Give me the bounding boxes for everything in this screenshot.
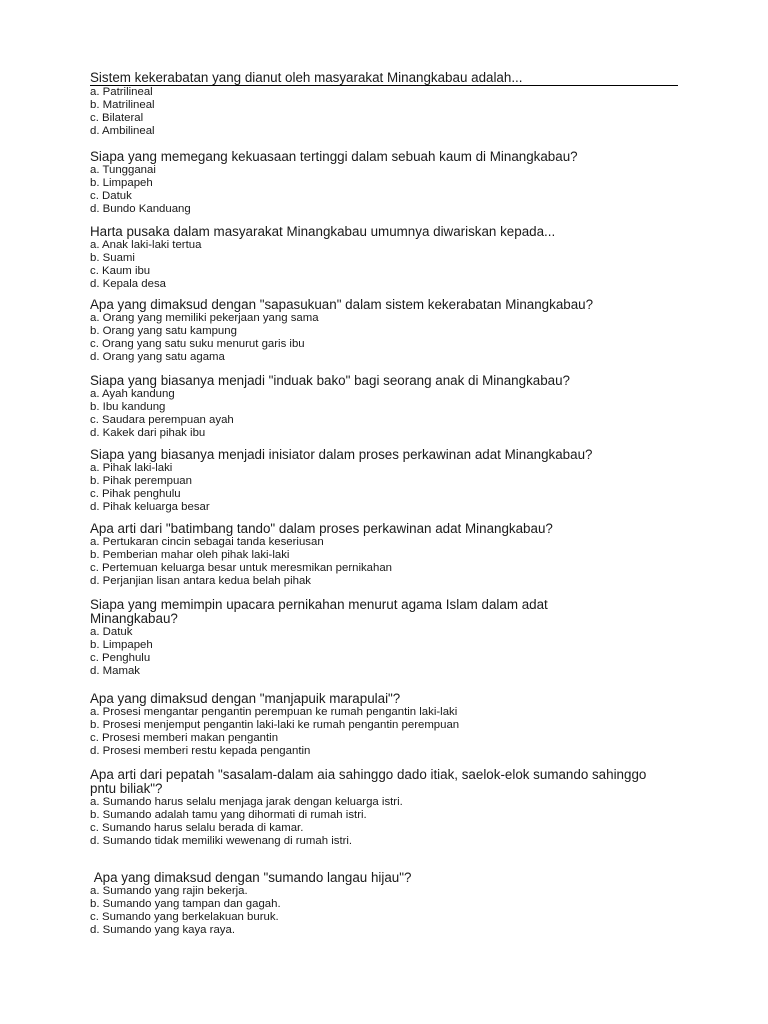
question-stem: Siapa yang biasanya menjadi inisiator dalam proses perkawinan adat Minangkabau? bbox=[90, 447, 593, 462]
option-d: d. Sumando yang kaya raya. bbox=[90, 923, 236, 936]
option-a: a. Tungganai bbox=[90, 164, 156, 176]
question-11 bbox=[90, 871, 690, 937]
question-10 bbox=[90, 768, 665, 848]
question-stem: Apa yang dimaksud dengan "sapasukuan" dalam sistem kekerabatan Minangkabau? bbox=[90, 297, 594, 312]
question-2 bbox=[90, 150, 690, 216]
option-a: a. Prosesi mengantar pengantin perempuan ke rumah pengantin laki-laki bbox=[90, 706, 458, 718]
question-8 bbox=[90, 598, 630, 678]
option-a: a. Patrilineal bbox=[90, 86, 153, 98]
option-d: d. Bundo Kanduang bbox=[90, 202, 191, 215]
option-c: c. Datuk bbox=[90, 189, 132, 202]
option-b: b. Ibu kandung bbox=[90, 400, 166, 413]
question-stem: Apa yang dimaksud dengan "manjapuik marapulai"? bbox=[90, 691, 401, 706]
option-b: b. Orang yang satu kampung bbox=[90, 324, 237, 337]
option-c: c. Prosesi memberi makan pengantin bbox=[90, 731, 279, 744]
option-d: d. Kepala desa bbox=[90, 277, 166, 290]
question-9 bbox=[90, 692, 690, 758]
question-6 bbox=[90, 448, 690, 514]
question-4 bbox=[90, 298, 690, 364]
option-b: b. Limpapeh bbox=[90, 638, 153, 651]
question-stem: Apa arti dari pepatah "sasalam-dalam aia sahinggo dado itiak, saelok-elok sumando sahinggo pntu biliak"? bbox=[90, 767, 651, 796]
option-c: c. Penghulu bbox=[90, 651, 151, 664]
question-stem: Siapa yang biasanya menjadi "induak bako" bagi seorang anak di Minangkabau? bbox=[90, 373, 571, 388]
question-1 bbox=[90, 71, 690, 138]
option-a: a. Datuk bbox=[90, 626, 133, 638]
option-d: d. Mamak bbox=[90, 664, 141, 677]
option-a: a. Pihak laki-laki bbox=[90, 462, 173, 474]
option-d: d. Orang yang satu agama bbox=[90, 350, 225, 363]
option-d: d. Ambilineal bbox=[90, 124, 155, 137]
option-c: c. Pertemuan keluarga besar untuk meresmikan pernikahan bbox=[90, 561, 393, 574]
question-7 bbox=[90, 522, 690, 588]
option-b: b. Suami bbox=[90, 251, 135, 264]
option-c: c. Sumando yang berkelakuan buruk. bbox=[90, 910, 279, 923]
question-stem: Siapa yang memimpin upacara pernikahan menurut agama Islam dalam adat Minangkabau? bbox=[90, 597, 552, 626]
question-stem: Apa arti dari "batimbang tando" dalam proses perkawinan adat Minangkabau? bbox=[90, 521, 553, 536]
option-b: b. Sumando adalah tamu yang dihormati di rumah istri. bbox=[90, 808, 367, 821]
option-d: d. Sumando tidak memiliki wewenang di rumah istri. bbox=[90, 834, 353, 847]
option-d: d. Pihak keluarga besar bbox=[90, 500, 210, 513]
option-b: b. Matrilineal bbox=[90, 98, 155, 111]
option-b: b. Prosesi menjemput pengantin laki-laki ke rumah pengantin perempuan bbox=[90, 718, 460, 731]
question-stem: Sistem kekerabatan yang dianut oleh masyarakat Minangkabau adalah... bbox=[90, 71, 678, 86]
option-a: a. Sumando yang rajin bekerja. bbox=[90, 885, 248, 897]
option-d: d. Kakek dari pihak ibu bbox=[90, 426, 206, 439]
question-stem: Siapa yang memegang kekuasaan tertinggi dalam sebuah kaum di Minangkabau? bbox=[90, 149, 578, 164]
option-a: a. Pertukaran cincin sebagai tanda keseriusan bbox=[90, 536, 324, 548]
question-stem: Harta pusaka dalam masyarakat Minangkabau umumnya diwariskan kepada... bbox=[90, 224, 556, 239]
option-c: c. Kaum ibu bbox=[90, 264, 151, 277]
option-a: a. Anak laki-laki tertua bbox=[90, 239, 202, 251]
option-c: c. Saudara perempuan ayah bbox=[90, 413, 234, 426]
question-3 bbox=[90, 225, 690, 291]
option-c: c. Pihak penghulu bbox=[90, 487, 181, 500]
option-a: a. Sumando harus selalu menjaga jarak dengan keluarga istri. bbox=[90, 796, 403, 808]
option-d: d. Prosesi memberi restu kepada pengantin bbox=[90, 744, 311, 757]
question-5 bbox=[90, 374, 690, 440]
option-b: b. Limpapeh bbox=[90, 176, 153, 189]
option-c: c. Bilateral bbox=[90, 111, 144, 124]
option-c: c. Sumando harus selalu berada di kamar. bbox=[90, 821, 304, 834]
option-b: b. Pihak perempuan bbox=[90, 474, 192, 487]
option-a: a. Orang yang memiliki pekerjaan yang sama bbox=[90, 312, 319, 324]
option-b: b. Sumando yang tampan dan gagah. bbox=[90, 897, 281, 910]
question-stem: Apa yang dimaksud dengan "sumando langau hijau"? bbox=[90, 870, 412, 885]
option-b: b. Pemberian mahar oleh pihak laki-laki bbox=[90, 548, 290, 561]
option-c: c. Orang yang satu suku menurut garis ibu bbox=[90, 337, 305, 350]
option-d: d. Perjanjian lisan antara kedua belah pihak bbox=[90, 574, 312, 587]
option-a: a. Ayah kandung bbox=[90, 388, 175, 400]
